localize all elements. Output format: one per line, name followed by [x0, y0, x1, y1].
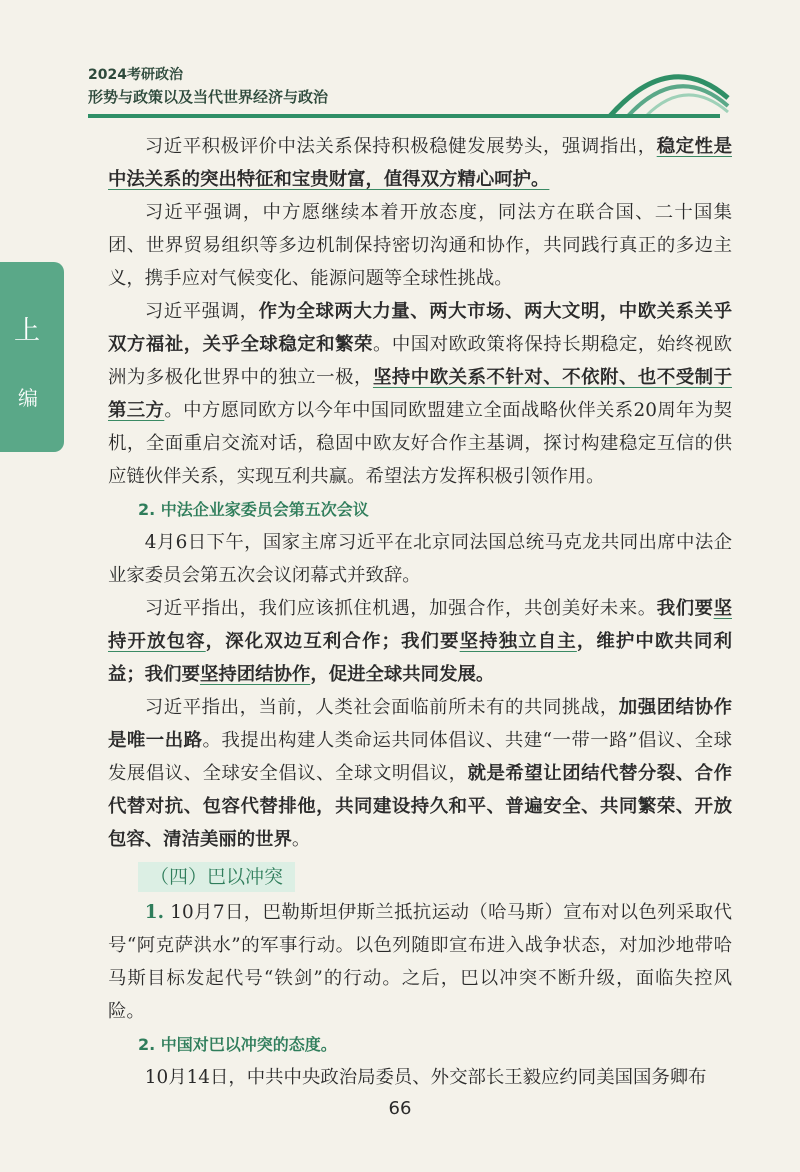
emphasis-run: ，维护中欧共同利益；我们要 — [108, 631, 732, 685]
paragraph-5 — [108, 592, 732, 691]
subheading-2b: 2. 中国对巴以冲突的态度。 — [138, 1035, 337, 1054]
text-run: 。中国对欧政策将保持长期稳定，始终视欧洲为多极化世界中的独立一极， — [108, 334, 732, 388]
main-content — [108, 130, 732, 1094]
item-number: 1. — [144, 902, 164, 923]
side-tab-unit: 编 — [18, 386, 38, 410]
header-arc-decoration-icon — [600, 58, 730, 118]
paragraph-7 — [108, 896, 732, 1028]
subheading-2: 2. 中法企业家委员会第五次会议 — [138, 500, 369, 519]
page-number: 66 — [388, 1098, 412, 1119]
emphasis-run: 我们要 — [656, 598, 714, 619]
side-section-tab — [0, 262, 64, 452]
section-heading-4: （四）巴以冲突 — [138, 862, 295, 892]
emphasis-run: 作为全球两大力量、两大市场、两大文明，中欧关系关乎双方福祉，关乎全球稳定和繁荣 — [108, 301, 732, 355]
emphasis-run: 坚持开放包容 — [108, 598, 732, 652]
emphasis-run: 坚持中欧关系不针对、不依附、也不受制于第三方 — [108, 367, 732, 421]
paragraph-1 — [108, 130, 732, 196]
paragraph-6 — [108, 691, 732, 856]
emphasis-run: ，深化双边互利合作；我们要 — [205, 631, 460, 652]
paragraph-2: 习近平强调，中方愿继续本着开放态度，同法方在联合国、二十国集团、世界贸易组织等多边机制保持密切沟通和协作，共同践行真正的多边主义，携手应对气候变化、能源问题等全球性挑战。 — [108, 202, 732, 289]
header-subtitle: 形势与政策以及当代世界经济与政治 — [88, 88, 329, 106]
text-run: 习近平强调， — [144, 301, 259, 322]
side-tab-part: 上 — [14, 316, 41, 346]
emphasis-run: 坚持团结协作 — [199, 664, 311, 685]
emphasis-run: 稳定性是中法关系的突出特征和宝贵财富，值得双方精心呵护。 — [108, 136, 732, 190]
emphasis-run: 就是希望让团结代替分裂、合作代替对抗、包容代替排他，共同建设持久和平、普遍安全、共同繁荣、开放包容、清洁美丽的世界 — [108, 763, 732, 850]
header-year-title: 2024考研政治 — [88, 67, 183, 83]
emphasis-run: 加强团结协作是唯一出路 — [108, 697, 732, 751]
emphasis-run: 坚持独立自主 — [459, 631, 577, 652]
header-rule — [88, 114, 720, 118]
text-run: 习近平指出，我们应该抓住机遇，加强合作，共创美好未来。 — [144, 598, 657, 619]
text-run: 。 — [291, 829, 311, 850]
paragraph-8: 10月14日，中共中央政治局委员、外交部长王毅应约同美国国务卿布 — [144, 1067, 707, 1088]
paragraph-4: 4月6日下午，国家主席习近平在北京同法国总统马克龙共同出席中法企业家委员会第五次会议闭幕式并致辞。 — [108, 532, 732, 586]
text-run: 习近平积极评价中法关系保持积极稳健发展势头，强调指出， — [144, 136, 657, 157]
text-run: 。我提出构建人类命运共同体倡议、共建“一带一路”倡议、全球发展倡议、全球安全倡议、全球文明倡议， — [108, 730, 732, 784]
paragraph-3 — [108, 295, 732, 493]
text-run: 。中方愿同欧方以今年中国同欧盟建立全面战略伙伴关系20周年为契机，全面重启交流对话，稳固中欧友好合作主基调，探讨构建稳定互信的供应链伙伴关系，实现互利共赢。希望法方发挥积极引领作用。 — [108, 400, 732, 487]
text-run: 习近平指出，当前，人类社会面临前所未有的共同挑战， — [144, 697, 619, 718]
text-run: 10月7日，巴勒斯坦伊斯兰抵抗运动（哈马斯）宣布对以色列采取代号“阿克萨洪水”的军事行动。以色列随即宣布进入战争状态，对加沙地带哈马斯目标发起代号“铁剑”的行动。之后，巴以冲突不断升级，面临失控风险。 — [108, 902, 732, 1022]
emphasis-run: ，促进全球共同发展。 — [310, 664, 495, 685]
